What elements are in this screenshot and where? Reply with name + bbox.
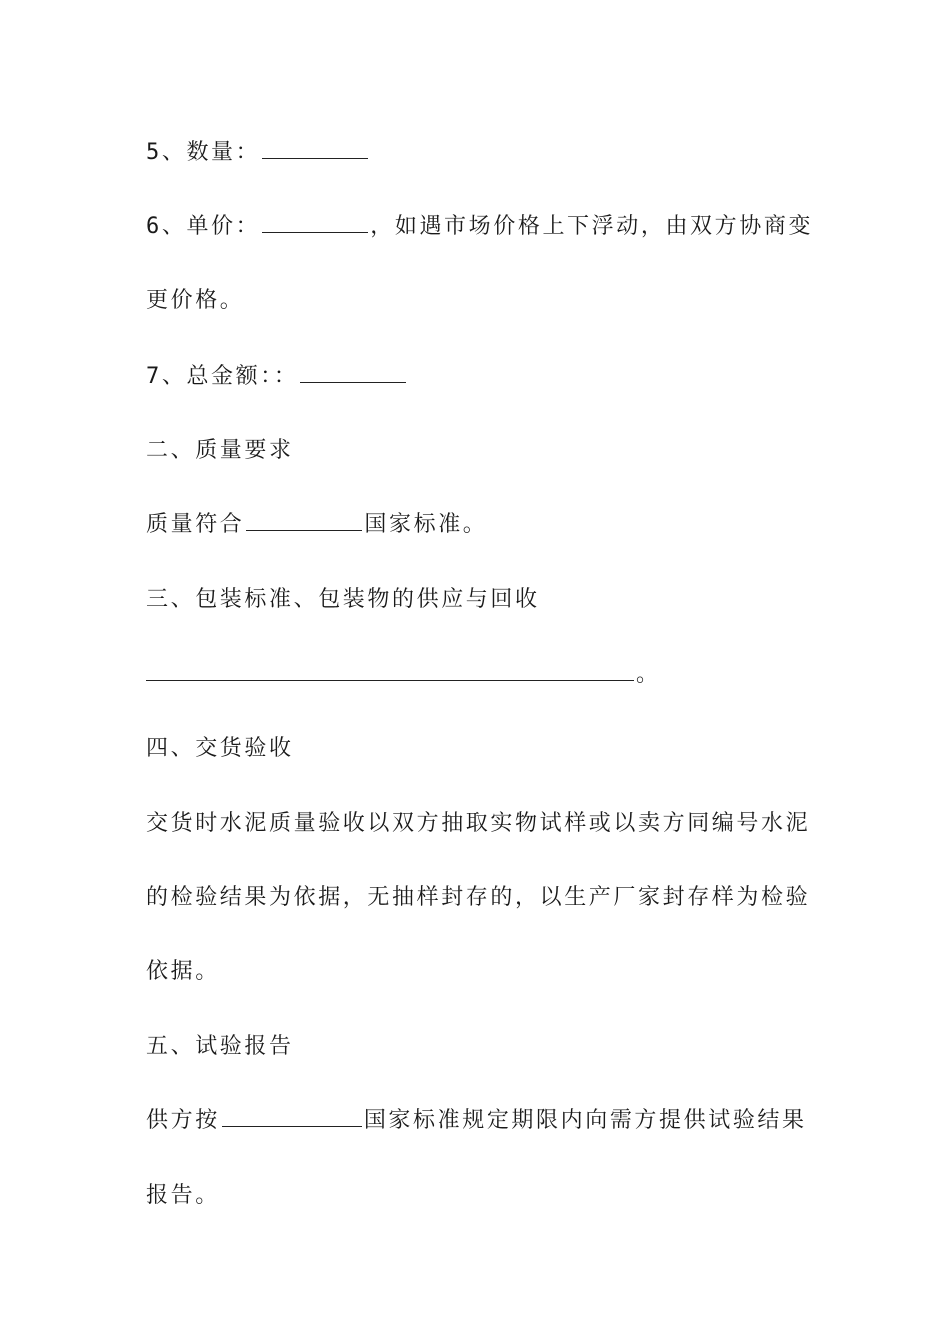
- test-report-text-before: 供方按: [146, 1108, 220, 1133]
- unit-price-blank: [262, 212, 368, 233]
- unit-price-label: 6、单价：: [146, 214, 261, 239]
- total-amount-label: 7、总金额：：: [146, 364, 299, 389]
- item-quantity: [146, 138, 370, 168]
- test-report-paragraph-line-2: 报告。: [146, 1183, 220, 1208]
- item-total-amount: [146, 362, 408, 392]
- unit-price-continued: 更价格。: [146, 288, 245, 313]
- test-report-standard-blank: [222, 1106, 362, 1127]
- packaging-paragraph: [146, 660, 661, 690]
- quality-paragraph: [146, 510, 487, 540]
- quality-text-before: 质量符合: [146, 512, 245, 537]
- packaging-period: 。: [636, 662, 661, 687]
- delivery-paragraph-line-1: 交货时水泥质量验收以双方抽取实物试样或以卖方同编号水泥: [146, 811, 811, 836]
- section-test-report-heading: 五、试验报告: [146, 1034, 294, 1059]
- quality-standard-blank: [246, 510, 362, 531]
- unit-price-text: ，如遇市场价格上下浮动，由双方协商变: [370, 214, 814, 239]
- delivery-paragraph-line-3: 依据。: [146, 959, 220, 984]
- section-delivery-heading: 四、交货验收: [146, 736, 294, 761]
- section-quality-heading: 二、质量要求: [146, 438, 294, 463]
- quality-text-after: 国家标准。: [364, 512, 488, 537]
- section-packaging-heading: 三、包装标准、包装物的供应与回收: [146, 587, 540, 612]
- test-report-paragraph: [146, 1106, 807, 1136]
- total-amount-blank: [300, 362, 406, 383]
- quantity-label: 5、数量：: [146, 140, 261, 165]
- item-unit-price: [146, 212, 813, 242]
- delivery-paragraph-line-2: 的检验结果为依据，无抽样封存的，以生产厂家封存样为检验: [146, 885, 811, 910]
- packaging-blank: [146, 660, 634, 681]
- test-report-text-after: 国家标准规定期限内向需方提供试验结果: [363, 1108, 807, 1133]
- quantity-blank: [262, 138, 368, 159]
